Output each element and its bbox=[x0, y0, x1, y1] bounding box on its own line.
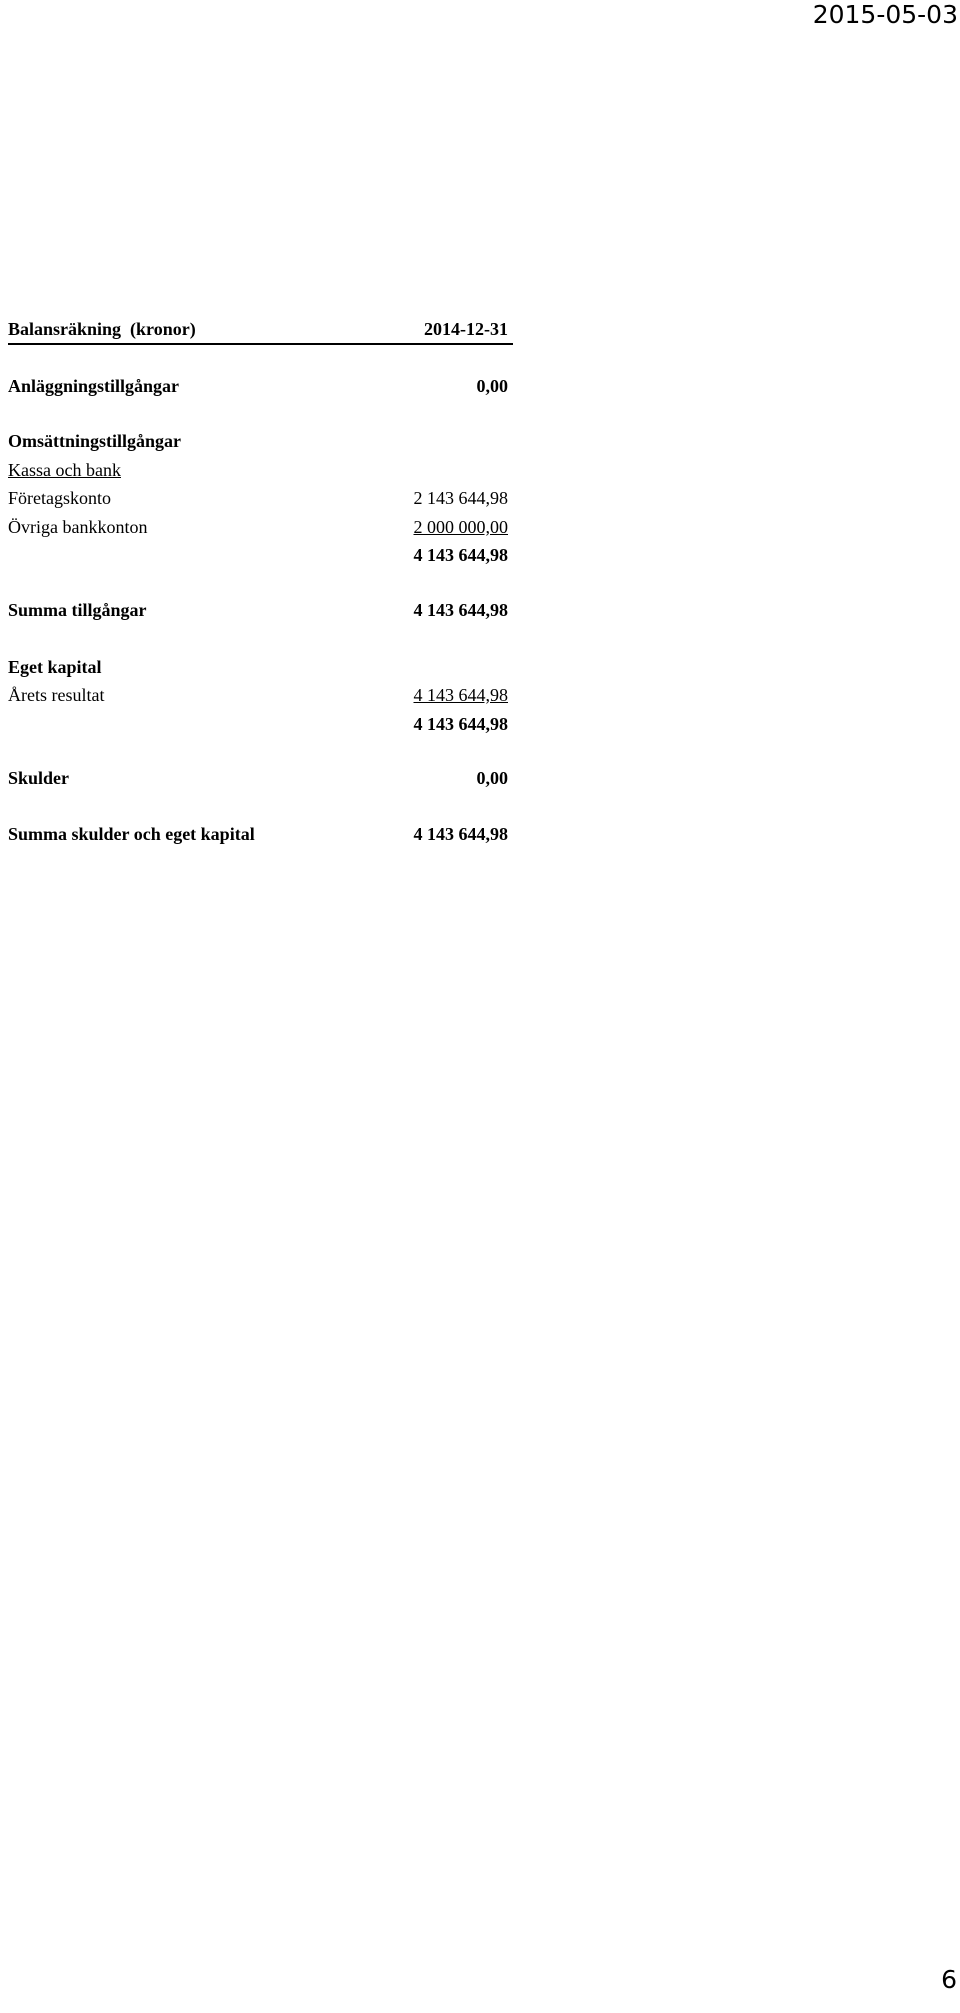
equity-label: Eget kapital bbox=[8, 657, 102, 677]
balance-sheet-date: 2014-12-31 bbox=[424, 319, 508, 339]
current-assets-row-label: Övriga bankkonton bbox=[8, 517, 148, 537]
liabilities-row bbox=[8, 767, 508, 789]
cash-bank-heading bbox=[8, 459, 508, 481]
fixed-assets-row bbox=[8, 375, 508, 397]
current-assets-row-label: Företagskonto bbox=[8, 488, 111, 508]
equity-row bbox=[8, 684, 508, 706]
cash-bank-label: Kassa och bank bbox=[8, 460, 121, 480]
current-assets-row-value: 2 000 000,00 bbox=[413, 517, 508, 537]
current-assets-row bbox=[8, 516, 508, 538]
total-assets-row bbox=[8, 599, 508, 621]
current-assets-label: Omsättningstillgångar bbox=[8, 431, 182, 451]
current-assets-subtotal-row bbox=[8, 544, 508, 566]
current-assets-row-value: 2 143 644,98 bbox=[413, 488, 508, 508]
equity-row-value: 4 143 644,98 bbox=[413, 685, 508, 705]
fixed-assets-label: Anläggningstillgångar bbox=[8, 376, 180, 396]
balance-sheet-title: Balansräkning (kronor) bbox=[8, 319, 196, 339]
total-assets-value: 4 143 644,98 bbox=[413, 600, 508, 620]
current-assets-subtotal: 4 143 644,98 bbox=[413, 545, 508, 565]
total-assets-label: Summa tillgångar bbox=[8, 600, 147, 620]
equity-row-label: Årets resultat bbox=[8, 685, 105, 705]
balance-sheet-header bbox=[8, 318, 508, 340]
fixed-assets-value: 0,00 bbox=[476, 376, 508, 396]
equity-subtotal-row bbox=[8, 713, 508, 735]
total-liabilities-equity-value: 4 143 644,98 bbox=[413, 824, 508, 844]
liabilities-value: 0,00 bbox=[476, 768, 508, 788]
total-liabilities-equity-label: Summa skulder och eget kapital bbox=[8, 824, 255, 844]
liabilities-label: Skulder bbox=[8, 768, 70, 788]
current-assets-heading bbox=[8, 430, 508, 452]
current-assets-row bbox=[8, 487, 508, 509]
equity-heading bbox=[8, 656, 508, 678]
page-number: 6 bbox=[941, 1965, 957, 1994]
header-rule bbox=[8, 343, 513, 345]
balance-sheet-unit: (kronor) bbox=[130, 319, 196, 339]
total-liabilities-equity-row bbox=[8, 823, 508, 845]
equity-subtotal: 4 143 644,98 bbox=[413, 714, 508, 734]
page-date: 2015-05-03 bbox=[812, 0, 958, 29]
